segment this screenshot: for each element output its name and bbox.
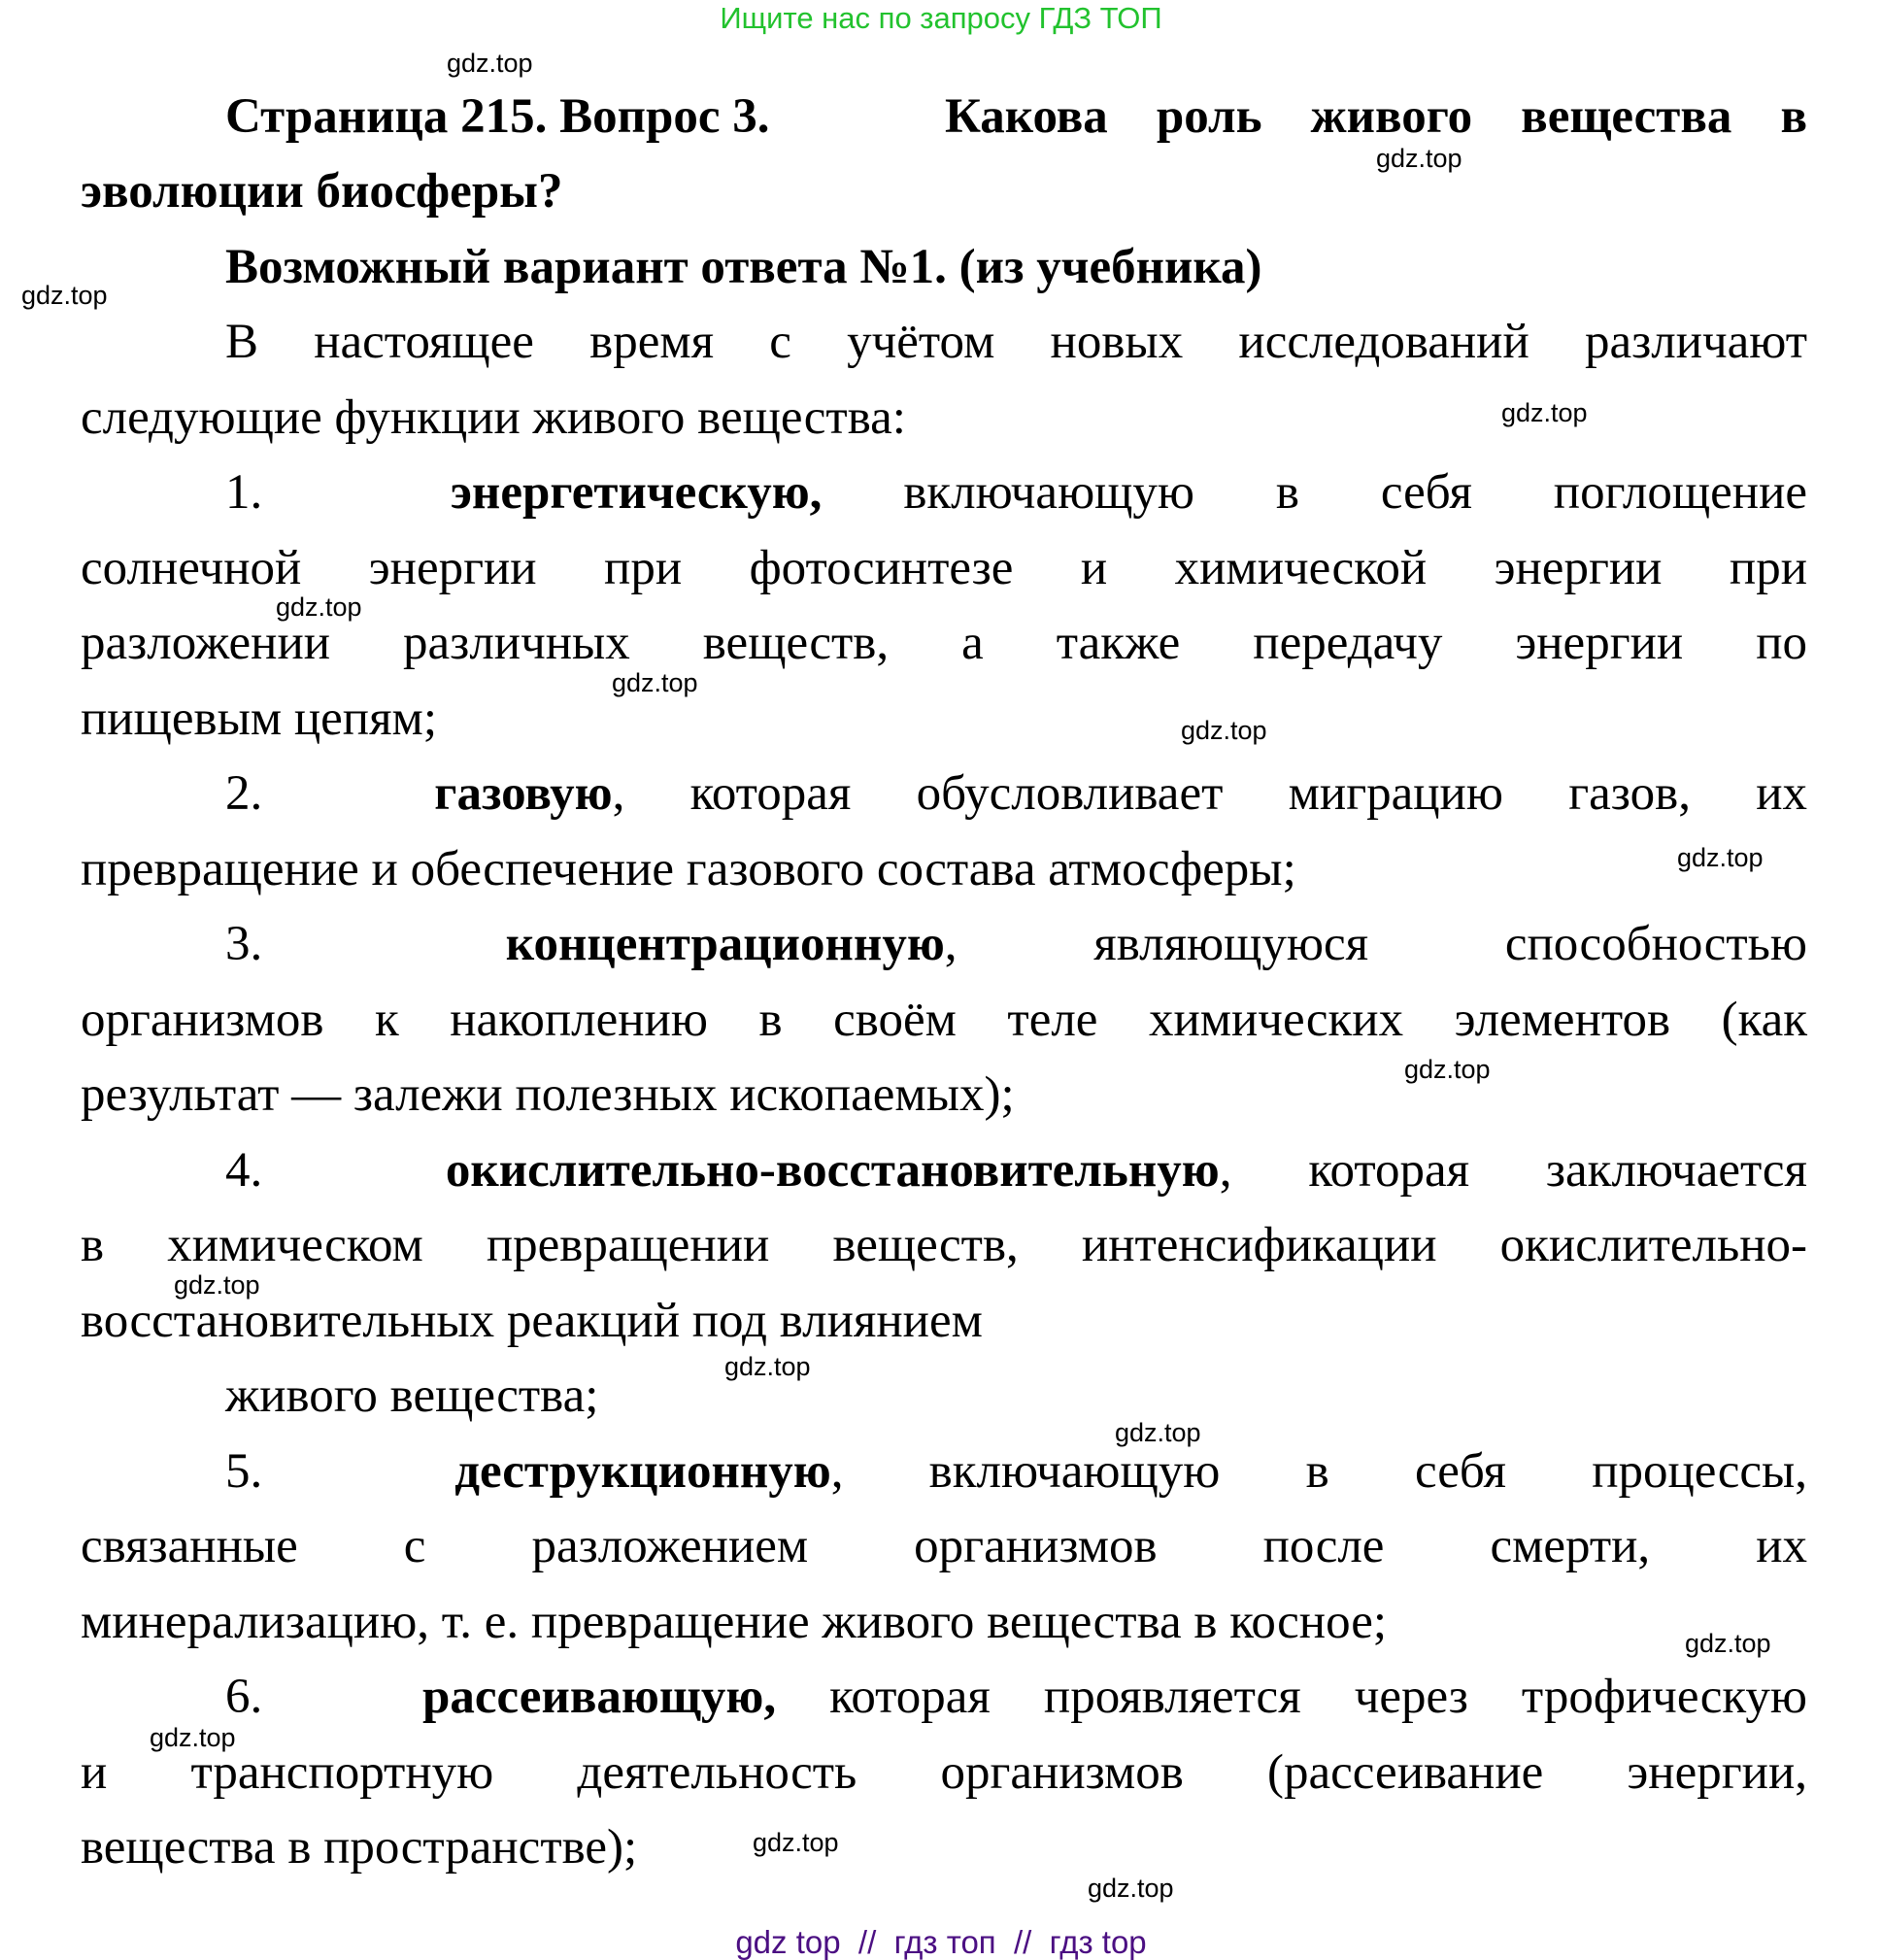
answer-subheading: Возможный вариант ответа №1. (из учебника) (225, 240, 1262, 294)
question-heading-line2: эволюции биосферы? (81, 164, 563, 219)
watermark: gdz.top (1404, 1055, 1491, 1084)
intro-line-2: следующие функции живого вещества: (81, 390, 906, 445)
watermark: gdz.top (447, 49, 533, 78)
watermark: gdz.top (21, 281, 108, 310)
item-number: 3. (225, 917, 263, 971)
list-item-5-line: минерализацию, т. е. превращение живого вещества в косное; (81, 1595, 1388, 1649)
list-item-1-line: пищевым цепям; (81, 692, 437, 746)
watermark: gdz.top (1501, 398, 1588, 427)
item-number: 2. (225, 766, 263, 821)
item-description: , которая обусловливает миграцию газов, их (612, 766, 1808, 821)
question-number: Страница 215. Вопрос 3. (225, 89, 770, 144)
question-text: Какова роль живого вещества в (945, 89, 1807, 144)
list-item-4-line: в химическом превращении веществ, интенсификации окислительно- (81, 1218, 1807, 1272)
list-item-6-line: и транспортную деятельность организмов (рассеивание энергии, (81, 1745, 1807, 1800)
item-number: 1. (225, 465, 263, 520)
list-item-2-head (225, 764, 1807, 823)
list-item-5-head (225, 1442, 1807, 1501)
watermark: gdz.top (150, 1723, 236, 1752)
item-number: 4. (225, 1143, 263, 1198)
watermark: gdz.top (1088, 1874, 1174, 1903)
promo-banner[interactable]: Ищите нас по запросу ГДЗ ТОП (720, 1, 1162, 35)
item-term: окислительно-восстановительную (445, 1143, 1220, 1198)
list-item-1-head (225, 463, 1807, 522)
list-item-4-head (225, 1141, 1807, 1200)
item-term: газовую (434, 766, 613, 821)
watermark: gdz.top (753, 1828, 839, 1857)
list-item-3-line: результат — залежи полезных ископаемых); (81, 1067, 1015, 1122)
watermark: gdz.top (724, 1352, 811, 1381)
list-item-4-line: живого вещества; (225, 1369, 599, 1423)
item-description: которая проявляется через трофическую (776, 1670, 1808, 1724)
list-item-6-line: вещества в пространстве); (81, 1820, 638, 1875)
item-term: деструкционную (454, 1444, 831, 1499)
item-description: , включающую в себя процессы, (830, 1444, 1807, 1499)
list-item-4-line: восстановительных реакций под влиянием (81, 1294, 983, 1348)
item-number: 5. (225, 1444, 263, 1499)
list-item-5-line: связанные с разложением организмов после смерти, их (81, 1519, 1807, 1573)
intro-line-1: В настоящее время с учётом новых исследований различают (225, 315, 1807, 369)
list-item-2-line: превращение и обеспечение газового состава атмосферы; (81, 842, 1296, 896)
watermark: gdz.top (1685, 1629, 1771, 1658)
watermark: gdz.top (1677, 843, 1764, 872)
item-description: , которая заключается (1219, 1143, 1807, 1198)
item-number: 6. (225, 1670, 263, 1724)
item-description: включающую в себя поглощение (903, 465, 1808, 520)
item-term: концентрационную (505, 917, 945, 971)
watermark: gdz.top (612, 668, 698, 697)
list-item-6-head (225, 1668, 1807, 1726)
watermark: gdz.top (276, 592, 362, 622)
watermark: gdz.top (174, 1270, 260, 1300)
item-description: , являющуюся способностью (944, 917, 1807, 971)
list-item-1-line: разложении различных веществ, а также передачу энергии по (81, 616, 1807, 670)
item-term: энергетическую, (450, 465, 823, 520)
list-item-3-line: организмов к накоплению в своём теле химических элементов (как (81, 993, 1807, 1047)
footer-links[interactable]: gdz top // гдз топ // гдз top (735, 1924, 1147, 1960)
watermark: gdz.top (1181, 716, 1267, 745)
watermark: gdz.top (1376, 144, 1462, 173)
watermark: gdz.top (1115, 1418, 1201, 1447)
list-item-1-line: солнечной энергии при фотосинтезе и химической энергии при (81, 541, 1807, 595)
item-term: рассеивающую, (422, 1670, 777, 1724)
list-item-3-head (225, 915, 1807, 973)
